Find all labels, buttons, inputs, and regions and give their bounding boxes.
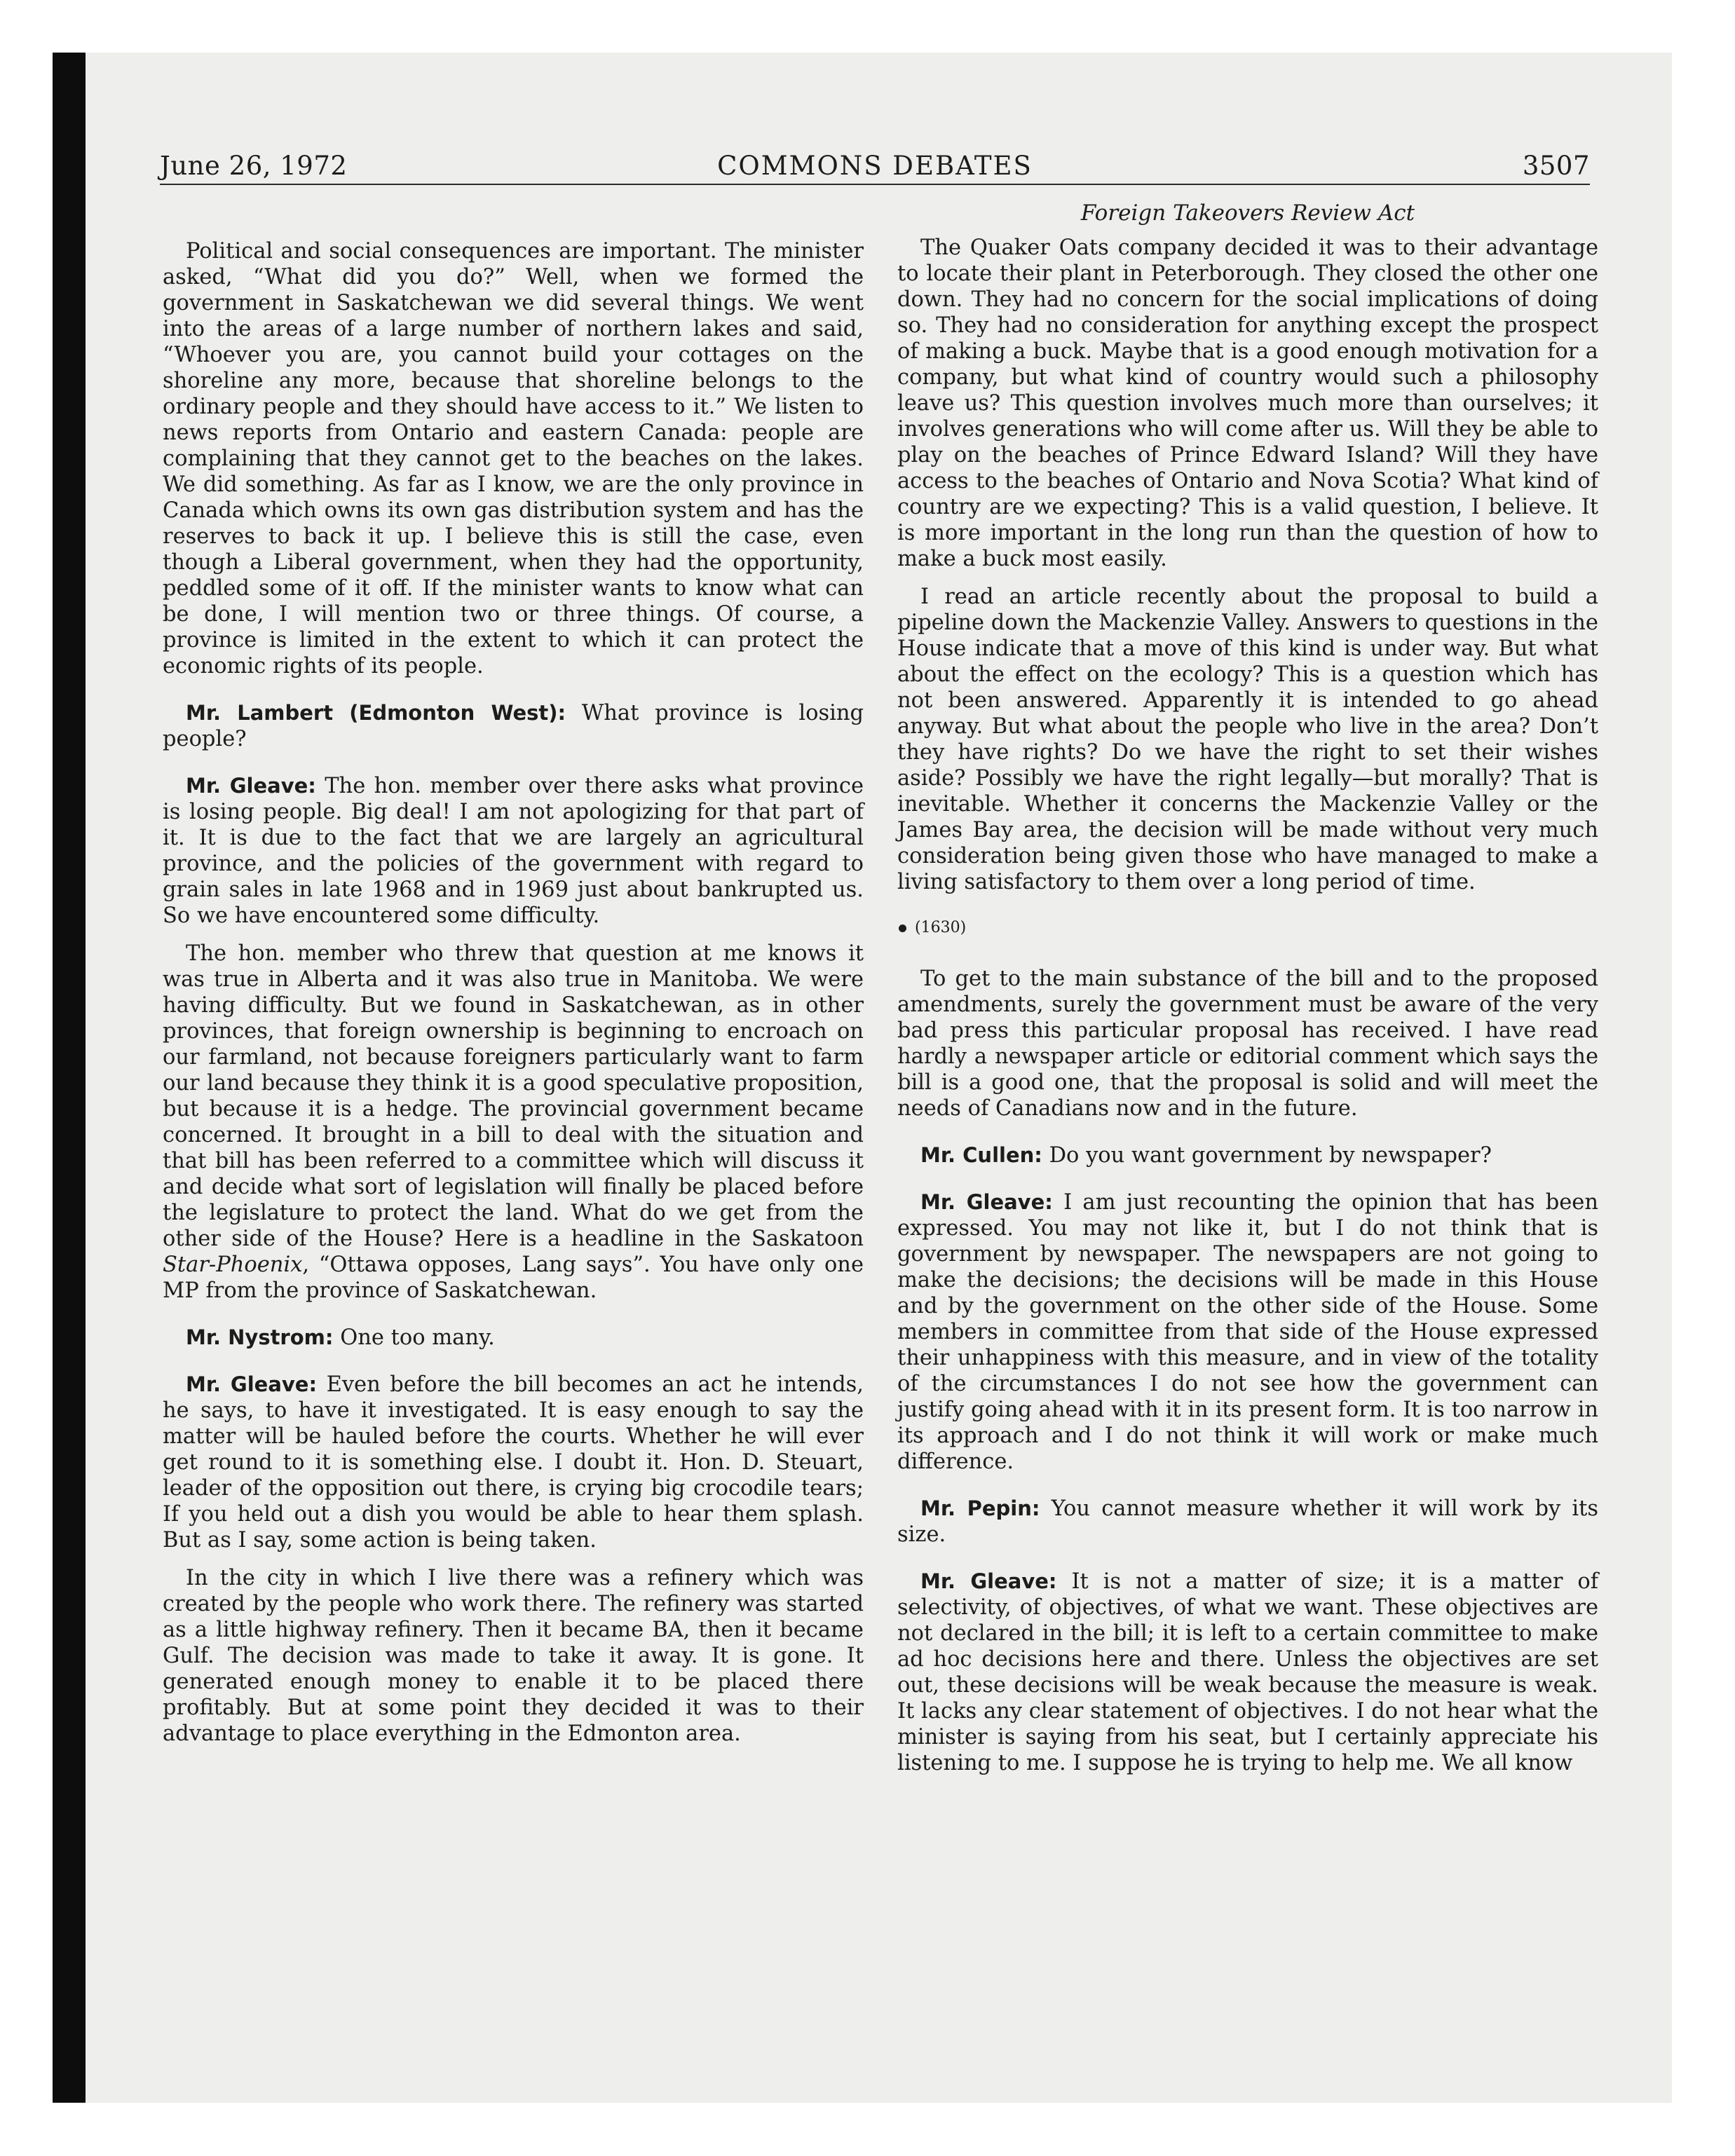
header-title: COMMONS DEBATES <box>717 151 1033 181</box>
paragraph-text: To get to the main substance of the bill and to the proposed amendments, surely the government must be aware of the very bad press this particular proposal has received. I have read hardly a newspaper article or editorial comment which says the bill is a good one, that the proposal is solid and will meet the needs of Canadians now and in the future. <box>897 967 1598 1121</box>
speaker-name: Mr. Lambert (Edmonton West): <box>186 701 566 725</box>
speaker-name: Mr. Cullen: <box>920 1143 1042 1167</box>
header-date: June 26, 1972 <box>160 151 348 181</box>
paragraph <box>163 238 864 679</box>
paragraph-text: What province is losing people? <box>163 701 864 751</box>
paragraph <box>163 700 864 752</box>
left-paragraphs <box>163 238 864 1747</box>
speaker-name: Mr. Gleave: <box>920 1190 1053 1214</box>
paragraph <box>163 941 864 1304</box>
paragraph-text: The hon. member over there asks what province is losing people. Big deal! I am not apologizing for that part of it. It is due to the fact that we are largely an agricultural province, and the policies of the government with regard to grain sales in late 1968 and in 1969 just about bankrupted us. So we have encountered some difficulty. <box>163 774 864 928</box>
paragraph-text: Do you want government by newspaper? <box>1049 1143 1492 1168</box>
paragraph-text: In the city in which I live there was a refinery which was created by the people who work there. The refinery was started as a little highway refinery. Then it became BA, then it became Gulf. The decision was made to take it away. It is gone. It generated enough money to enable it to be placed there profitably. But at some point they decided it was to their advantage to place everything in the Edmonton area. <box>163 1566 864 1746</box>
paragraph <box>163 1325 864 1351</box>
paragraph-text: The Quaker Oats company decided it was to their advantage to locate their plant in Peterborough. They closed the other one down. They had no concern for the social implications of doing so. They had no consideration for anything except the prospect of making a buck. Maybe that is a good enough motivation for a company, but what kind of country would such a philosophy leave us? This question involves much more than ourselves; it involves generations who will come after us. Will they be able to play on the beaches of Prince Edward Island? Will they have access to the beaches of Ontario and Nova Scotia? What kind of country are we expecting? This is a valid question, I believe. It is more important in the long run than the question of how to make a buck most easily. <box>897 236 1598 571</box>
paragraph-text: I am just recounting the opinion that has been expressed. You may not like it, but I do not think that is government by newspaper. The newspapers are not going to make the decisions; the decisions will be made in this House and by the government on the other side of the House. Some members in committee from that side of the House expressed their unhappiness with this measure, and in view of the totality of the circumstances I do not see how the government can justify going ahead with it in its present form. It is too narrow in its approach and I do not think it will work or make much difference. <box>897 1190 1598 1474</box>
paragraph <box>897 584 1598 895</box>
paragraph-text: You cannot measure whether it will work by its size. <box>897 1496 1598 1547</box>
binding-edge <box>53 53 86 2103</box>
paragraph <box>163 1372 864 1553</box>
paragraph <box>163 1565 864 1747</box>
speaker-name: Mr. Gleave: <box>920 1569 1057 1593</box>
left-column <box>163 238 864 1759</box>
paragraph <box>163 773 864 929</box>
paragraph <box>897 1569 1598 1776</box>
paragraph-text: It is not a matter of size; it is a matter of selectivity, of objectives, of what we want. These objectives are not declared in the bill; it is left to a certain committee to make ad hoc decisions here and there. Unless the objectives are set out, these decisions will be weak because the measure is weak. It lacks any clear statement of objectives. I do not hear what the minister is saying from his seat, but I certainly appreciate his listening to me. I suppose he is trying to help me. We all know <box>897 1569 1598 1775</box>
page-header <box>160 149 1590 185</box>
paragraph <box>897 966 1598 1121</box>
speaker-name: Mr. Pepin: <box>920 1496 1040 1520</box>
right-paragraphs-after-marker <box>897 966 1598 1776</box>
paragraph-text: I read an article recently about the proposal to build a pipeline down the Mackenzie Valley. Answers to questions in the House indicate that a move of this kind is under way. But what about the effect on the ecology? This is a question which has not been answered. Apparently it is intended to go ahead anyway. But what about the people who live in the area? Don’t they have rights? Do we have the right to set their wishes aside? Possibly we have the right legally—but morally? That is inevitable. Whether it concerns the Mackenzie Valley or the James Bay area, the decision will be made without very much consideration being given those who have managed to make a living satisfactory to them over a long period of time. <box>897 585 1598 894</box>
bullet-icon <box>899 925 906 932</box>
paragraph-text: One too many. <box>340 1325 495 1350</box>
time-marker <box>897 915 1598 941</box>
paragraph <box>897 1496 1598 1548</box>
speaker-name: Mr. Gleave: <box>186 774 316 798</box>
time-marker-text: (1630) <box>915 919 967 936</box>
page-number: 3507 <box>1522 151 1590 181</box>
speaker-name: Mr. Gleave: <box>186 1372 318 1396</box>
paragraph <box>897 1142 1598 1168</box>
speaker-name: Mr. Nystrom: <box>186 1325 334 1349</box>
running-head: Foreign Takeovers Review Act <box>1080 200 1415 226</box>
paragraph-text: The hon. member who threw that question at me knows it was true in Alberta and it was also true in Manitoba. We were having difficulty. But we found in Saskatchewan, as in other provinces, that foreign ownership is beginning to encroach on our farmland, not because foreigners particularly want to farm our land because they think it is a good speculative proposition, but because it is a hedge. The provincial government became concerned. It brought in a bill to deal with the situation and that bill has been referred to a committee which will discuss it and decide what sort of legislation will finally be placed before the legislature to protect the land. What do we get from the other side of the House? Here is a headline in the Saskatoon Star-Phoenix, “Ottawa opposes, Lang says”. You have only one MP from the province of Saskatchewan. <box>163 941 864 1303</box>
paragraph <box>897 235 1598 572</box>
paragraph-text: Political and social consequences are important. The minister asked, “What did you do?” Well, when we formed the government in Saskatchewan we did several things. We went into the areas of a large number of northern lakes and said, “Whoever you are, you cannot build your cottages on the shoreline any more, because that shoreline belongs to the ordinary people and they should have access to it.” We listen to news reports from Ontario and eastern Canada: people are complaining that they cannot get to the beaches on the lakes. We did something. As far as I know, we are the only province in Canada which owns its own gas distribution system and has the reserves to back it up. I believe this is still the case, even though a Liberal government, when they had the opportunity, peddled some of it off. If the minister wants to know what can be done, I will mention two or three things. Of course, a province is limited in the extent to which it can protect the economic rights of its people. <box>163 239 864 678</box>
right-paragraphs-before-marker <box>897 235 1598 895</box>
right-column <box>897 200 1598 1788</box>
paragraph-text: Even before the bill becomes an act he intends, he says, to have it investigated. It is easy enough to say the matter will be hauled before the courts. Whether he will ever get round to it is something else. I doubt it. Hon. D. Steuart, leader of the opposition out there, is crying big crocodile tears; If you held out a dish you would be able to hear them splash. But as I say, some action is being taken. <box>163 1372 864 1553</box>
paragraph <box>897 1189 1598 1475</box>
